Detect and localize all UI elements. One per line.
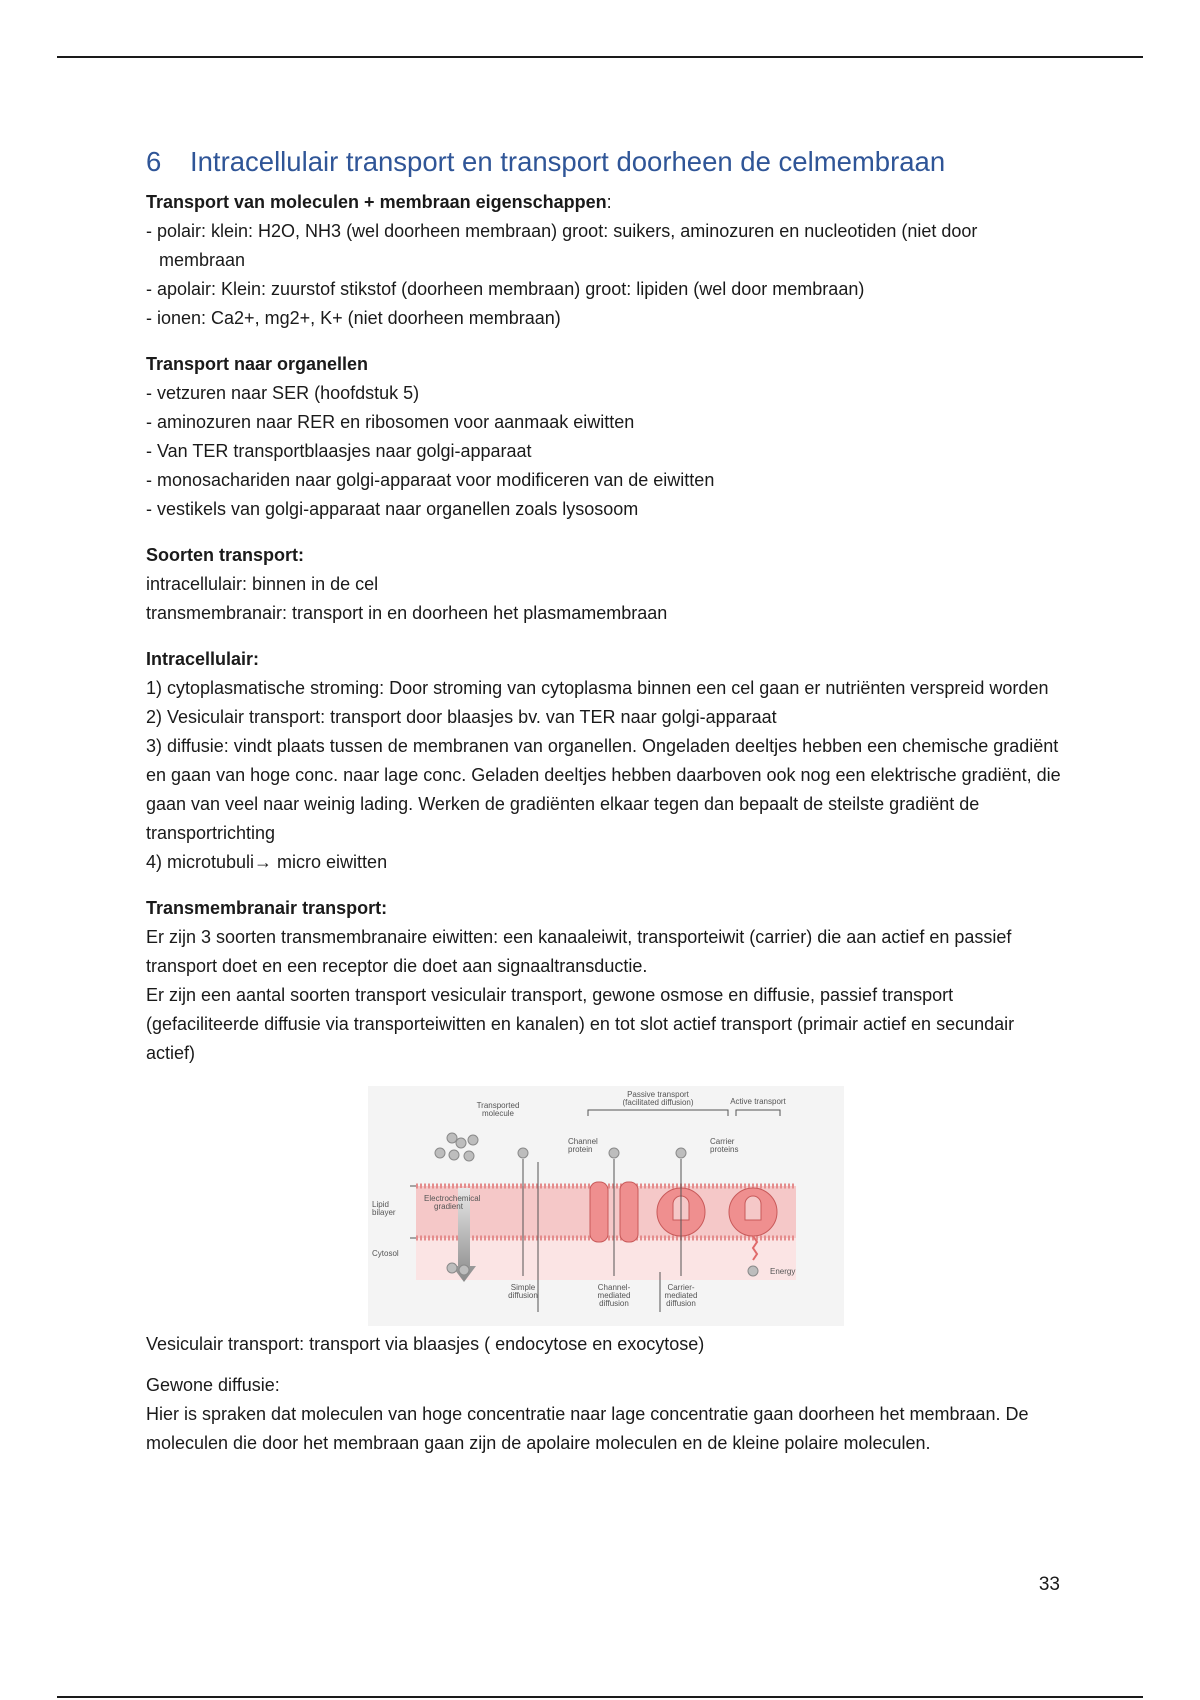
membrane-transport-diagram [368, 1086, 844, 1326]
arrow-icon: → [254, 852, 273, 872]
active-transport-label: Active transport [730, 1097, 786, 1106]
section-transmembrane [146, 894, 1066, 1068]
chapter-title-text: Intracellulair transport en transport doorheen de celmembraan [190, 146, 946, 177]
section-heading: Intracellulair: [146, 649, 260, 669]
bullet-list [146, 379, 1066, 524]
transported-molecule-label: Transported [476, 1101, 520, 1110]
page-number: 33 [1038, 1574, 1060, 1595]
channel-mediated-sublabel-2: diffusion [599, 1299, 629, 1308]
section-heading: Transport naar organellen [146, 354, 369, 374]
page-content [146, 146, 1066, 1458]
carrier-mediated-sublabel-2: diffusion [666, 1299, 696, 1308]
section-vesicular [146, 1330, 1066, 1359]
section-molecule-transport [146, 188, 1066, 333]
paragraph: Er zijn een aantal soorten transport vesiculair transport, gewone osmose en diffusie, passief transport (gefaciliteerde diffusie via transporteiwitten en kanalen) en tot slot actief transport (primair actief en secundair actief) [146, 985, 1015, 1063]
carrier-proteins-label: Carrier [710, 1137, 735, 1146]
bullet-list [146, 217, 1066, 333]
carrier-mediated-label: Carrier- [667, 1283, 695, 1292]
footer-rule [57, 1696, 1143, 1698]
list-item: - apolair: Klein: zuurstof stikstof (doorheen membraan) groot: lipiden (wel door membraan) [146, 279, 865, 299]
paragraph: 1) cytoplasmatische stroming: Door stroming van cytoplasma binnen een cel gaan er nutriënten verspreid worden [146, 678, 1049, 698]
text-line: transmembranair: transport in en doorheen het plasmamembraan [146, 603, 668, 623]
list-item: - polair: klein: H2O, NH3 (wel doorheen membraan) groot: suikers, aminozuren en nucleotiden (niet door membraan [146, 221, 978, 270]
list-item: - aminozuren naar RER en ribosomen voor aanmaak eiwitten [146, 412, 635, 432]
channel-mediated-label: Channel- [597, 1283, 631, 1292]
paragraph: Vesiculair transport: transport via blaasjes ( endocytose en exocytose) [146, 1334, 705, 1354]
section-heading: Transmembranair transport: [146, 898, 388, 918]
microtubuli-text: 4) microtubuli [146, 852, 255, 872]
membrane-transport-figure [146, 1086, 1066, 1326]
section-heading: Soorten transport: [146, 545, 305, 565]
header-rule [57, 56, 1143, 58]
paragraph [146, 848, 1066, 877]
carrier-mediated-sublabel: mediated [664, 1291, 698, 1300]
gradient-label: Electrochemical [424, 1194, 481, 1203]
lipid-bilayer-sublabel: bilayer [372, 1208, 396, 1217]
section-heading: Gewone diffusie: [146, 1375, 280, 1395]
list-item: - vestikels van golgi-apparaat naar organellen zoals lysosoom [146, 499, 639, 519]
paragraph: Er zijn 3 soorten transmembranaire eiwitten: een kanaaleiwit, transporteiwit (carrier) die aan actief en passief transport doet en een receptor die doet aan signaaltransductie. [146, 927, 1012, 976]
section-transport-types [146, 541, 1066, 628]
heading-bold: Transport van moleculen + membraan eigenschappen [146, 192, 607, 212]
carrier-proteins-sublabel: proteins [710, 1145, 739, 1154]
list-item: - monosachariden naar golgi-apparaat voor modificeren van de eiwitten [146, 470, 715, 490]
simple-diffusion-sublabel: diffusion [508, 1291, 538, 1300]
list-item: - vetzuren naar SER (hoofdstuk 5) [146, 383, 420, 403]
lipid-bilayer-label: Lipid [372, 1200, 389, 1209]
cytosol-region [416, 1238, 796, 1280]
list-item: - ionen: Ca2+, mg2+, K+ (niet doorheen membraan) [146, 308, 561, 328]
paragraph: 2) Vesiculair transport: transport door blaasjes bv. van TER naar golgi-apparaat [146, 707, 777, 727]
section-intracellular [146, 645, 1066, 877]
paragraph: 3) diffusie: vindt plaats tussen de membranen van organellen. Ongeladen deeltjes hebben een chemische gradiënt en gaan van hoge conc. naar lage conc. Geladen deeltjes hebben daarboven ook nog een elektrische gradiënt, die gaan van veel naar weinig lading. Werken de gradiënten elkaar tegen dan bepaalt de steilste gradiënt de transportrichting [146, 736, 1061, 843]
energy-label: Energy [770, 1267, 796, 1276]
microtubuli-rest: micro eiwitten [272, 852, 388, 872]
channel-protein-label: Channel [568, 1137, 598, 1146]
gradient-sublabel: gradient [434, 1202, 463, 1211]
paragraph: Hier is spraken dat moleculen van hoge concentratie naar lage concentratie gaan doorheen het membraan. De moleculen die door het membraan gaan zijn de apolaire moleculen en de kleine polaire moleculen. [146, 1404, 1029, 1453]
chapter-number: 6 [146, 146, 162, 177]
transported-molecule-sublabel: molecule [481, 1109, 515, 1118]
text-line: intracellulair: binnen in de cel [146, 574, 379, 594]
section-diffusion [146, 1371, 1066, 1458]
section-heading [146, 188, 1066, 217]
chapter-title [146, 146, 1066, 178]
passive-transport-label: Passive transport [627, 1090, 689, 1099]
heading-colon: : [606, 192, 612, 212]
cytosol-label: Cytosol [372, 1249, 399, 1258]
simple-diffusion-label: Simple [510, 1283, 536, 1292]
list-item: - Van TER transportblaasjes naar golgi-apparaat [146, 441, 532, 461]
channel-mediated-sublabel: mediated [597, 1291, 631, 1300]
channel-protein-sublabel: protein [568, 1145, 593, 1154]
passive-transport-sublabel: (facilitated diffusion) [622, 1098, 694, 1107]
section-organelle-transport [146, 350, 1066, 524]
